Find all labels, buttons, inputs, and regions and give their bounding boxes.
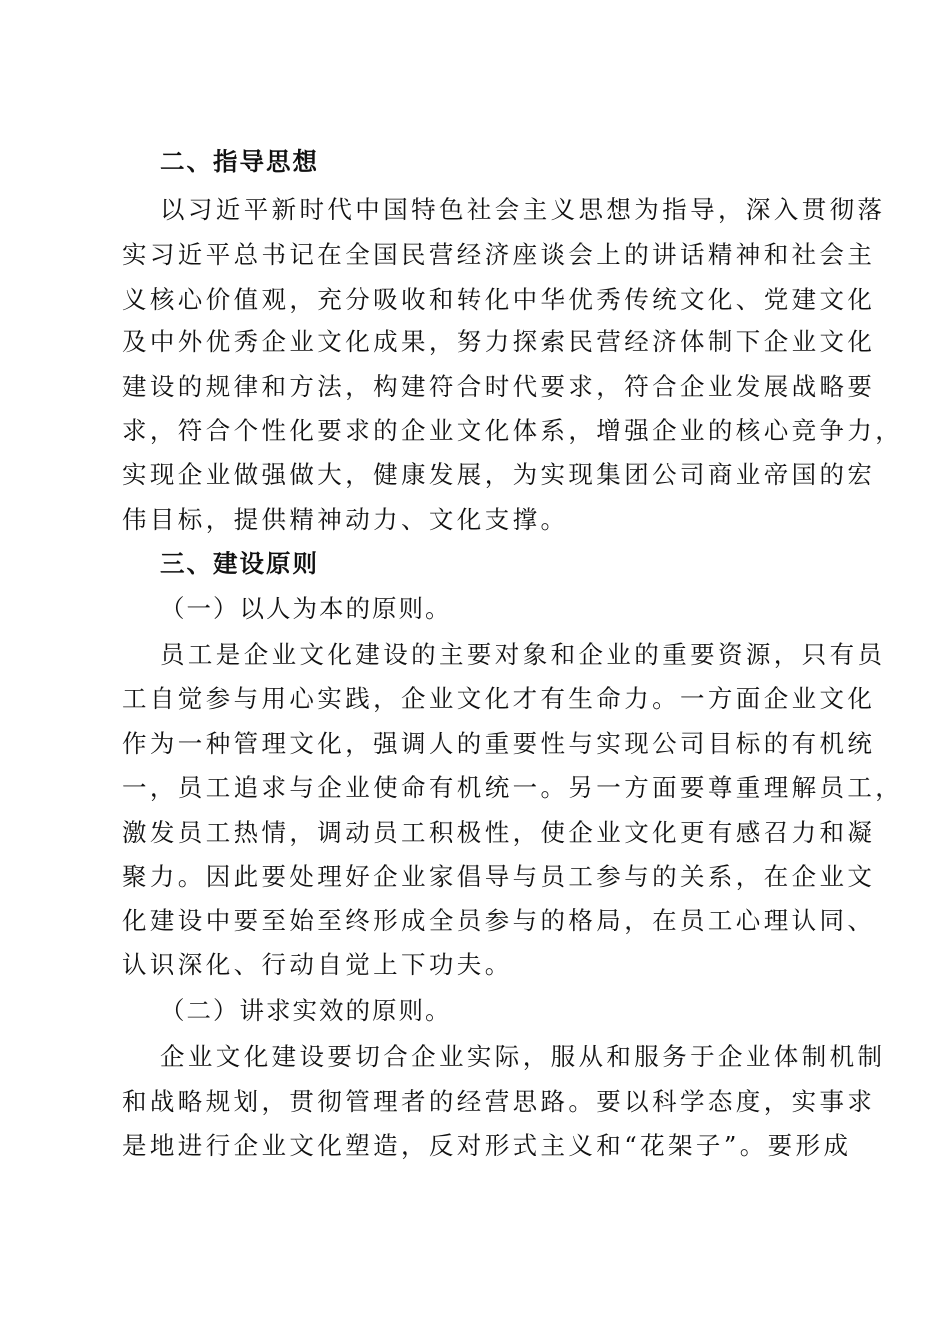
paragraph-line: 实现企业做强做大，健康发展，为实现集团公司商业帝国的宏 [122,460,876,489]
paragraph-line: 实习近平总书记在全国民营经济座谈会上的讲话精神和社会主 [122,240,876,269]
paragraph-line: 工自觉参与用心实践，企业文化才有生命力。一方面企业文化 [122,684,876,713]
section-heading-guiding-ideology: 二、指导思想 [160,147,319,176]
subsection-title-people-oriented: （一）以人为本的原则。 [160,594,452,623]
paragraph-line: 是地进行企业文化塑造，反对形式主义和“花架子”。要形成 [122,1131,852,1160]
paragraph-line: 伟目标，提供精神动力、文化支撑。 [122,505,569,534]
paragraph-line: 和战略规划，贯彻管理者的经营思路。要以科学态度，实事求 [122,1087,876,1116]
paragraph-line: 企业文化建设要切合企业实际，服从和服务于企业体制机制 [160,1042,886,1071]
paragraph-line: 一，员工追求与企业使命有机统一。另一方面要尊重理解员工， [122,773,904,802]
paragraph-line: 认识深化、行动自觉上下功夫。 [122,950,513,979]
paragraph-line: 聚力。因此要处理好企业家倡导与员工参与的关系，在企业文 [122,862,876,891]
paragraph-line: 建设的规律和方法，构建符合时代要求，符合企业发展战略要 [122,372,876,401]
paragraph-line: 化建设中要至始至终形成全员参与的格局，在员工心理认同、 [122,906,876,935]
section-heading-principles: 三、建设原则 [160,549,319,578]
paragraph-line: 以习近平新时代中国特色社会主义思想为指导，深入贯彻落 [160,195,886,224]
subsection-title-practical-results: （二）讲求实效的原则。 [160,996,452,1025]
paragraph-line: 及中外优秀企业文化成果，努力探索民营经济体制下企业文化 [122,327,876,356]
paragraph-line: 作为一种管理文化，强调人的重要性与实现公司目标的有机统 [122,729,876,758]
paragraph-line: 员工是企业文化建设的主要对象和企业的重要资源，只有员 [160,640,886,669]
paragraph-line: 求，符合个性化要求的企业文化体系，增强企业的核心竞争力， [122,416,904,445]
paragraph-line: 义核心价值观，充分吸收和转化中华优秀传统文化、党建文化 [122,285,876,314]
paragraph-line: 激发员工热情，调动员工积极性，使企业文化更有感召力和凝 [122,818,876,847]
